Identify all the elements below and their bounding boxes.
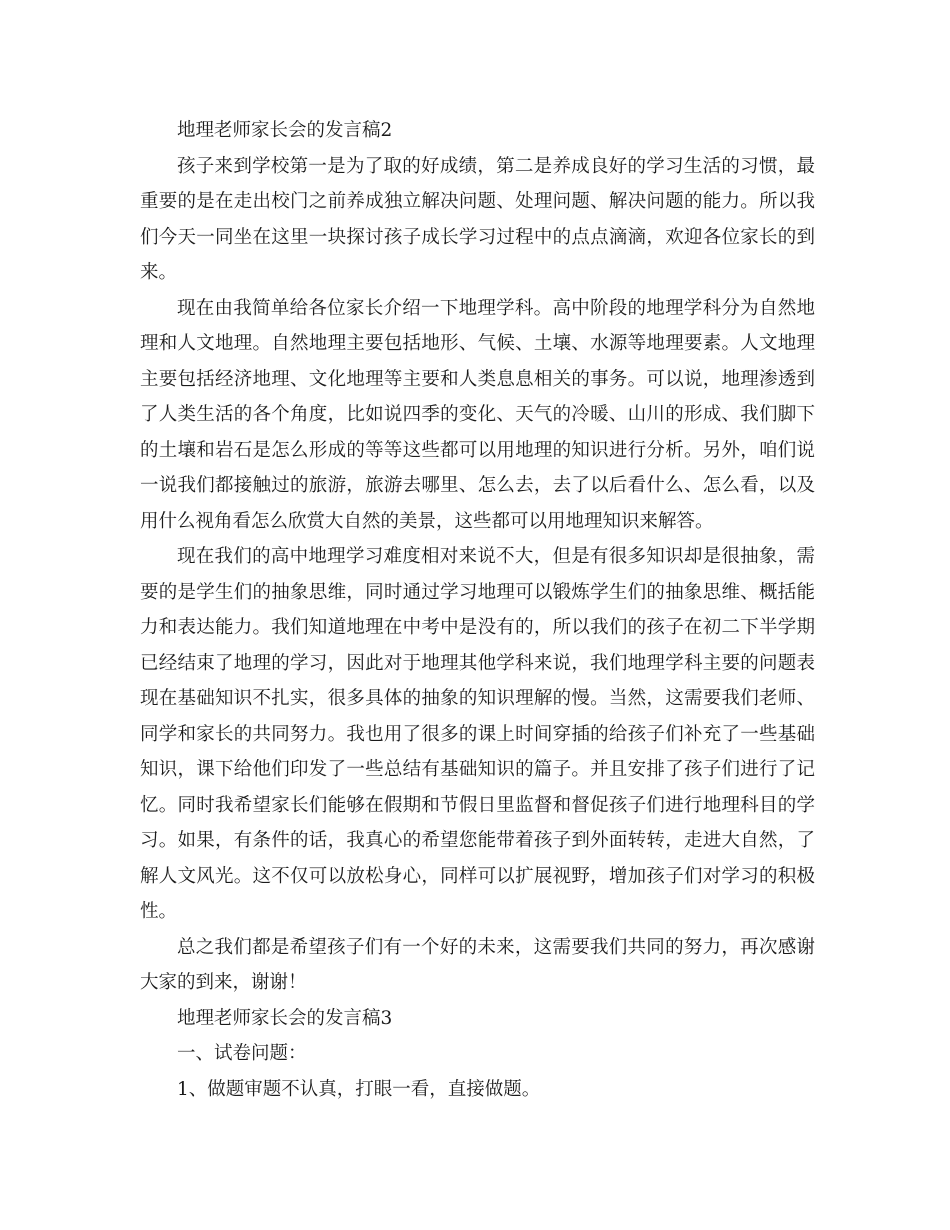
section-heading-3: 地理老师家长会的发言稿3 (177, 1007, 393, 1029)
subsection-exam-issues: 一、试卷问题： (177, 1043, 307, 1064)
list-item-1: 1、做题审题不认真，打眼一看，直接做题。 (177, 1078, 541, 1100)
paragraph-welcome: 孩子来到学校第一是为了取的好成绩，第二是养成良好的学习生活的习惯，最重要的是在走出校门之前养成独立解决问题、处理问题、解决问题的能力。所以我们今天一同坐在这里一块探讨孩子成长学习过程中的点点滴滴，欢迎各位家长的到来。 (140, 155, 815, 283)
paragraph-geography-intro: 现在由我简单给各位家长介绍一下地理学科。高中阶段的地理学科分为自然地理和人文地理。自然地理主要包括地形、气候、土壤、水源等地理要素。人文地理主要包括经济地理、文化地理等主要和人类息息相关的事务。可以说，地理渗透到了人类生活的各个角度，比如说四季的变化、天气的冷暖、山川的形成、我们脚下的土壤和岩石是怎么形成的等等这些都可以用地理的知识进行分析。另外，咱们说一说我们都接触过的旅游，旅游去哪里、怎么去，去了以后看什么、怎么看，以及用什么视角看怎么欣赏大自然的美景，这些都可以用地理知识来解答。 (140, 297, 815, 532)
paragraph-closing: 总之我们都是希望孩子们有一个好的未来，这需要我们共同的努力，再次感谢大家的到来，谢谢！ (140, 936, 815, 993)
section-heading-2: 地理老师家长会的发言稿2 (177, 120, 393, 141)
paragraph-learning-difficulty: 现在我们的高中地理学习难度相对来说不大，但是有很多知识却是很抽象，需要的是学生们的抽象思维，同时通过学习地理可以锻炼学生们的抽象思维、概括能力和表达能力。我们知道地理在中考中是没有的，所以我们的孩子在初二下半学期已经结束了地理的学习，因此对于地理其他学科来说，我们地理学科主要的问题表现在基础知识不扎实，很多具体的抽象的知识理解的慢。当然，这需要我们老师、同学和家长的共同努力。我也用了很多的课上时间穿插的给孩子们补充了一些基础知识，课下给他们印发了一些总结有基础知识的篇子。并且安排了孩子们进行了记忆。同时我希望家长们能够在假期和节假日里监督和督促孩子们进行地理科目的学习。如果，有条件的话，我真心的希望您能带着孩子到外面转转，走进大自然，了解人文风光。这不仅可以放松身心，同样可以扩展视野，增加孩子们对学习的积极性。 (140, 546, 815, 922)
document-page (140, 113, 815, 1107)
